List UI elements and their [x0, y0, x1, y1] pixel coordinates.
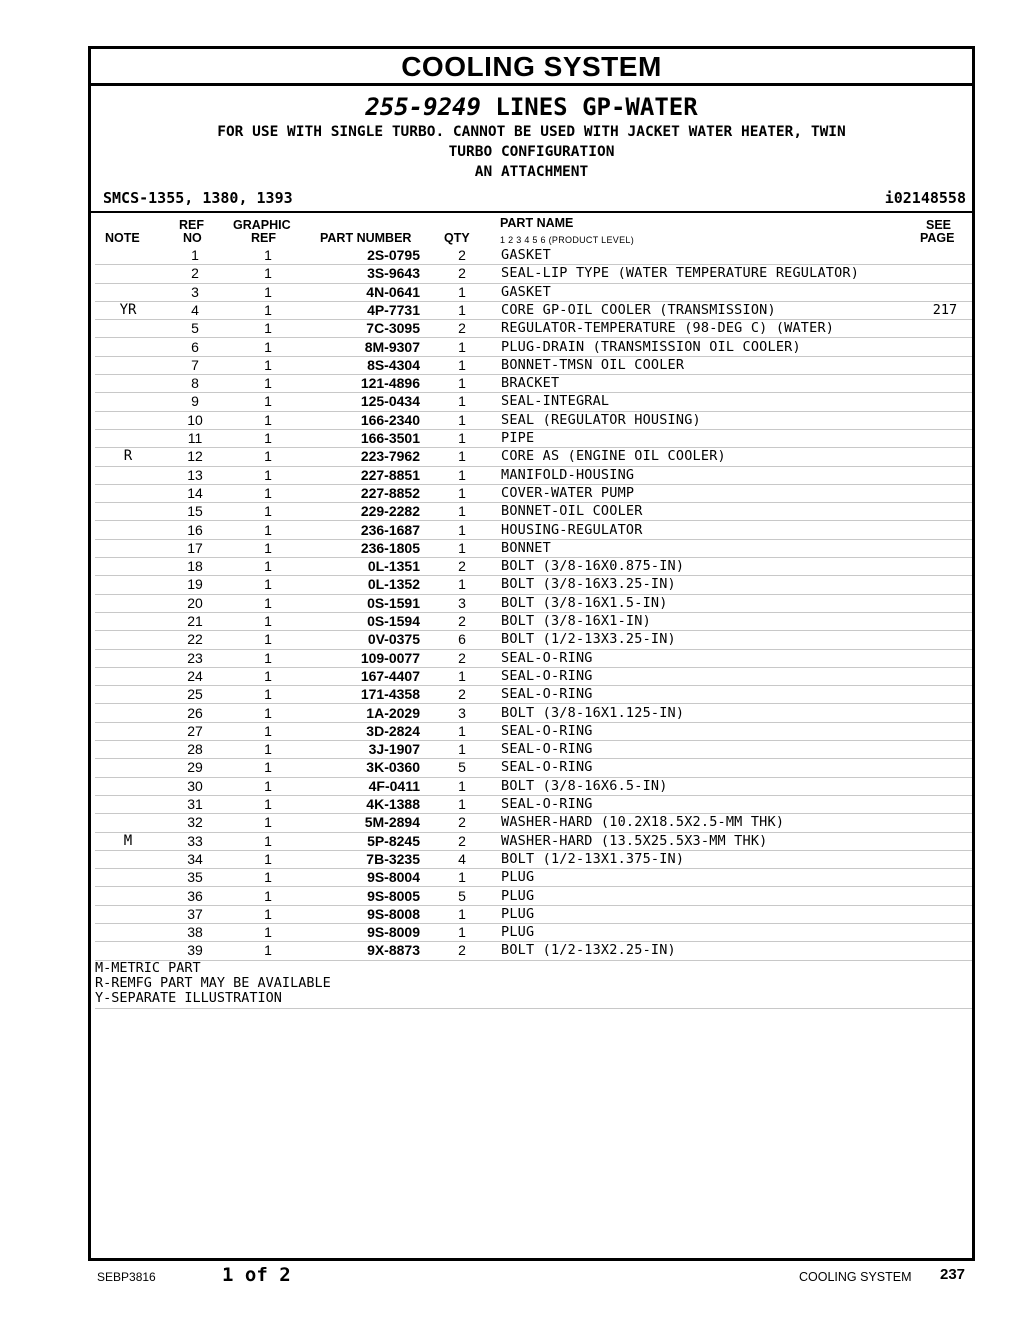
ref-no-cell: 38: [187, 924, 203, 941]
part-number-cell: 223-7962: [360, 448, 420, 465]
ref-no-cell: 20: [187, 594, 203, 611]
ref-no-cell: 17: [187, 539, 203, 556]
header-divider: [91, 211, 972, 213]
table-row: [95, 246, 972, 265]
graphic-ref-cell: 1: [264, 393, 272, 410]
part-name-cell: PLUG: [501, 869, 535, 886]
graphic-ref-cell: 1: [264, 375, 272, 392]
part-number-cell: 171-4358: [360, 686, 420, 703]
qty-cell: 2: [458, 558, 466, 575]
illustration-id: i02148558: [884, 189, 966, 207]
ref-no-cell: 18: [187, 558, 203, 575]
part-name-cell: REGULATOR-TEMPERATURE (98-DEG C) (WATER): [501, 320, 835, 337]
qty-cell: 1: [458, 393, 466, 410]
qty-cell: 2: [458, 613, 466, 629]
ref-no-cell: 12: [187, 448, 203, 465]
table-row: [95, 374, 972, 393]
qty-cell: 1: [458, 430, 466, 446]
qty-cell: 1: [458, 375, 466, 392]
notes-legend: [95, 961, 972, 1009]
note-cell: M: [123, 832, 133, 849]
ref-no-cell: 37: [187, 905, 203, 922]
part-number-cell: 8S-4304: [367, 356, 420, 373]
ref-no-cell: 8: [191, 375, 199, 392]
graphic-ref-cell: 1: [264, 411, 272, 428]
qty-cell: 5: [458, 759, 466, 776]
part-number-cell: 4N-0641: [366, 283, 420, 300]
qty-cell: 1: [458, 503, 466, 520]
qty-cell: 2: [458, 649, 466, 666]
table-row: [95, 466, 972, 485]
table-row: [95, 283, 972, 302]
table-row: [95, 338, 972, 357]
part-number-cell: 227-8852: [360, 484, 420, 501]
table-row: [95, 832, 972, 851]
qty-cell: 1: [458, 741, 466, 758]
graphic-ref-cell: 1: [264, 356, 272, 373]
qty-cell: 1: [458, 411, 466, 428]
ref-no-cell: 26: [187, 704, 203, 721]
part-number-cell: 2S-0795: [367, 247, 420, 263]
smcs-codes: SMCS-1355, 1380, 1393: [103, 189, 293, 207]
group-name: LINES GP-WATER: [495, 93, 698, 121]
ref-no-cell: 33: [187, 832, 203, 849]
part-name-cell: SEAL-O-RING: [501, 667, 593, 684]
ref-no-cell: 36: [187, 887, 203, 904]
footer-page-of: 1 of 2: [222, 1264, 291, 1286]
header-see-line2: PAGE: [920, 231, 955, 245]
table-row: [95, 777, 972, 796]
part-number-cell: 9X-8873: [367, 942, 420, 959]
part-name-cell: WASHER-HARD (13.5X25.5X3-MM THK): [501, 832, 768, 849]
graphic-ref-cell: 1: [264, 887, 272, 904]
part-number-cell: 236-1687: [360, 521, 420, 538]
part-name-cell: SEAL-O-RING: [501, 649, 593, 666]
part-name-cell: SEAL-INTEGRAL: [501, 393, 610, 410]
graphic-ref-cell: 1: [264, 942, 272, 959]
table-row: [95, 392, 972, 411]
part-number-cell: 4F-0411: [368, 777, 420, 794]
part-number-cell: 7B-3235: [366, 850, 420, 867]
qty-cell: 2: [458, 265, 466, 282]
graphic-ref-cell: 1: [264, 667, 272, 684]
graphic-ref-cell: 1: [264, 484, 272, 501]
part-name-cell: BONNET-TMSN OIL COOLER: [501, 356, 685, 373]
part-name-cell: COVER-WATER PUMP: [501, 484, 635, 501]
graphic-ref-cell: 1: [264, 466, 272, 483]
table-row: [95, 301, 972, 320]
graphic-ref-cell: 1: [264, 521, 272, 538]
qty-cell: 1: [458, 484, 466, 501]
ref-no-cell: 2: [191, 265, 199, 282]
graphic-ref-cell: 1: [264, 320, 272, 337]
part-number-cell: 166-2340: [360, 411, 420, 428]
graphic-ref-cell: 1: [264, 649, 272, 666]
part-number-cell: 0L-1351: [367, 558, 420, 575]
part-name-cell: PLUG-DRAIN (TRANSMISSION OIL COOLER): [501, 338, 801, 355]
qty-cell: 1: [458, 869, 466, 886]
ref-no-cell: 22: [187, 631, 203, 648]
graphic-ref-cell: 1: [264, 338, 272, 355]
part-name-cell: PLUG: [501, 887, 535, 904]
graphic-ref-cell: 1: [264, 759, 272, 776]
table-row: [95, 722, 972, 741]
qty-cell: 1: [458, 905, 466, 922]
part-number-cell: 167-4407: [360, 667, 420, 684]
qty-cell: 2: [458, 814, 466, 831]
graphic-ref-cell: 1: [264, 686, 272, 703]
table-row: [95, 850, 972, 869]
header-graphic-ref-line1: GRAPHIC: [233, 218, 291, 232]
part-number-cell: 125-0434: [360, 393, 420, 410]
qty-cell: 2: [458, 686, 466, 703]
part-number-cell: 5M-2894: [364, 814, 420, 831]
qty-cell: 1: [458, 448, 466, 465]
part-name-cell: BOLT (1/2-13X2.25-IN): [501, 942, 676, 959]
table-row: [95, 319, 972, 338]
graphic-ref-cell: 1: [264, 924, 272, 941]
part-number-cell: 3S-9643: [367, 265, 420, 282]
part-name-cell: BOLT (3/8-16X1-IN): [501, 613, 651, 629]
qty-cell: 1: [458, 667, 466, 684]
ref-no-cell: 3: [191, 283, 199, 300]
table-row: [95, 521, 972, 540]
ref-no-cell: 16: [187, 521, 203, 538]
group-title: [91, 93, 972, 121]
header-product-level: 1 2 3 4 5 6 (PRODUCT LEVEL): [500, 235, 634, 245]
graphic-ref-cell: 1: [264, 704, 272, 721]
table-row: [95, 941, 972, 960]
parts-page-frame: [88, 46, 975, 1261]
table-row: [95, 868, 972, 887]
part-name-cell: CORE GP-OIL COOLER (TRANSMISSION): [501, 301, 776, 318]
graphic-ref-cell: 1: [264, 722, 272, 739]
part-name-cell: BONNET: [501, 539, 551, 556]
ref-no-cell: 11: [187, 430, 203, 446]
qty-cell: 1: [458, 521, 466, 538]
table-row: [95, 649, 972, 668]
qty-cell: 1: [458, 301, 466, 318]
graphic-ref-cell: 1: [264, 301, 272, 318]
part-name-cell: BOLT (3/8-16X6.5-IN): [501, 777, 668, 794]
header-qty: QTY: [444, 231, 470, 245]
qty-cell: 1: [458, 338, 466, 355]
ref-no-cell: 34: [187, 850, 203, 867]
ref-no-cell: 10: [187, 411, 203, 428]
part-name-cell: BONNET-OIL COOLER: [501, 503, 643, 520]
header-part-name: PART NAME: [500, 216, 574, 230]
qty-cell: 1: [458, 576, 466, 593]
ref-no-cell: 28: [187, 741, 203, 758]
qty-cell: 2: [458, 247, 466, 263]
ref-no-cell: 24: [187, 667, 203, 684]
footer-section: COOLING SYSTEM: [799, 1270, 912, 1284]
part-number-cell: 0V-0375: [367, 631, 420, 648]
qty-cell: 2: [458, 320, 466, 337]
ref-no-cell: 27: [187, 722, 203, 739]
note-cell: R: [123, 448, 133, 465]
ref-no-cell: 5: [191, 320, 199, 337]
part-name-cell: BOLT (3/8-16X1.5-IN): [501, 594, 668, 611]
table-row: [95, 887, 972, 906]
part-name-cell: SEAL (REGULATOR HOUSING): [501, 411, 701, 428]
part-name-cell: BOLT (1/2-13X3.25-IN): [501, 631, 676, 648]
table-row: [95, 539, 972, 558]
qty-cell: 1: [458, 777, 466, 794]
part-number-cell: 9S-8004: [367, 869, 420, 886]
table-row: [95, 575, 972, 594]
table-row: [95, 795, 972, 814]
graphic-ref-cell: 1: [264, 247, 272, 263]
section-title: COOLING SYSTEM: [91, 49, 972, 86]
table-row: [95, 429, 972, 448]
part-name-cell: SEAL-O-RING: [501, 796, 593, 812]
ref-no-cell: 23: [187, 649, 203, 666]
part-number-cell: 4K-1388: [366, 796, 420, 812]
part-name-cell: SEAL-O-RING: [501, 686, 593, 703]
table-row: [95, 758, 972, 777]
ref-no-cell: 29: [187, 759, 203, 776]
part-name-cell: GASKET: [501, 283, 551, 300]
table-row: [95, 740, 972, 759]
footer-doc-id: SEBP3816: [97, 1270, 156, 1284]
note-cell: YR: [119, 301, 137, 318]
part-number-cell: 9S-8008: [367, 905, 420, 922]
table-row: [95, 612, 972, 631]
table-row: [95, 594, 972, 613]
part-number-cell: 121-4896: [360, 375, 420, 392]
ref-no-cell: 15: [187, 503, 203, 520]
graphic-ref-cell: 1: [264, 283, 272, 300]
note-remfg: R-REMFG PART MAY BE AVAILABLE: [95, 974, 331, 991]
table-row: [95, 923, 972, 942]
graphic-ref-cell: 1: [264, 905, 272, 922]
header-note: NOTE: [105, 231, 140, 245]
part-number-cell: 1A-2029: [366, 704, 420, 721]
part-number-cell: 9S-8005: [367, 887, 420, 904]
part-number-cell: 166-3501: [360, 430, 420, 446]
table-row: [95, 264, 972, 283]
part-number-cell: 3K-0360: [366, 759, 420, 776]
header-part-number: PART NUMBER: [320, 231, 412, 245]
part-name-cell: BOLT (3/8-16X1.125-IN): [501, 704, 685, 721]
graphic-ref-cell: 1: [264, 850, 272, 867]
table-row: [95, 813, 972, 832]
table-row: [95, 905, 972, 924]
header-graphic-ref-line2: REF: [251, 231, 276, 245]
graphic-ref-cell: 1: [264, 777, 272, 794]
graphic-ref-cell: 1: [264, 741, 272, 758]
ref-no-cell: 25: [187, 686, 203, 703]
table-row: [95, 411, 972, 430]
graphic-ref-cell: 1: [264, 558, 272, 575]
header-ref-no-line2: NO: [183, 231, 202, 245]
table-row: [95, 704, 972, 723]
graphic-ref-cell: 1: [264, 613, 272, 629]
part-number-cell: 236-1805: [360, 539, 420, 556]
qty-cell: 2: [458, 942, 466, 959]
qty-cell: 4: [458, 850, 466, 867]
table-row: [95, 557, 972, 576]
graphic-ref-cell: 1: [264, 503, 272, 520]
graphic-ref-cell: 1: [264, 832, 272, 849]
ref-no-cell: 7: [191, 356, 199, 373]
part-number-cell: 0S-1591: [367, 594, 420, 611]
ref-no-cell: 21: [187, 613, 203, 629]
ref-no-cell: 31: [187, 796, 203, 812]
qty-cell: 1: [458, 722, 466, 739]
qty-cell: 6: [458, 631, 466, 648]
note-separate-illustration: Y-SEPARATE ILLUSTRATION: [95, 989, 282, 1006]
part-number-cell: 229-2282: [360, 503, 420, 520]
ref-no-cell: 1: [191, 247, 199, 263]
part-number-cell: 109-0077: [360, 649, 420, 666]
part-number-cell: 9S-8009: [367, 924, 420, 941]
part-name-cell: PIPE: [501, 430, 535, 446]
ref-no-cell: 4: [191, 301, 199, 318]
table-row: [95, 502, 972, 521]
graphic-ref-cell: 1: [264, 869, 272, 886]
part-name-cell: MANIFOLD-HOUSING: [501, 466, 635, 483]
ref-no-cell: 13: [187, 466, 203, 483]
header-ref-no-line1: REF: [179, 218, 204, 232]
qty-cell: 1: [458, 796, 466, 812]
table-row: [95, 667, 972, 686]
table-row: [95, 484, 972, 503]
note-metric: M-METRIC PART: [95, 959, 201, 976]
see-page-cell: 217: [932, 301, 958, 318]
part-number-cell: 4P-7731: [367, 301, 420, 318]
graphic-ref-cell: 1: [264, 594, 272, 611]
part-name-cell: BRACKET: [501, 375, 560, 392]
part-name-cell: SEAL-O-RING: [501, 722, 593, 739]
part-name-cell: WASHER-HARD (10.2X18.5X2.5-MM THK): [501, 814, 785, 831]
table-row: [95, 447, 972, 466]
ref-no-cell: 30: [187, 777, 203, 794]
footer-page-number: 237: [940, 1266, 966, 1283]
part-number-cell: 8M-9307: [364, 338, 420, 355]
part-number-cell: 5P-8245: [367, 832, 420, 849]
qty-cell: 3: [458, 704, 466, 721]
table-row: [95, 356, 972, 375]
part-number-cell: 3D-2824: [366, 722, 420, 739]
part-name-cell: SEAL-O-RING: [501, 741, 593, 758]
part-name-cell: BOLT (3/8-16X3.25-IN): [501, 576, 676, 593]
part-name-cell: BOLT (1/2-13X1.375-IN): [501, 850, 685, 867]
ref-no-cell: 9: [191, 393, 199, 410]
ref-no-cell: 6: [191, 338, 199, 355]
part-name-cell: HOUSING-REGULATOR: [501, 521, 643, 538]
part-name-cell: GASKET: [501, 247, 551, 263]
description-line-3: AN ATTACHMENT: [474, 164, 589, 180]
ref-no-cell: 19: [187, 576, 203, 593]
qty-cell: 1: [458, 466, 466, 483]
table-row: [95, 630, 972, 649]
qty-cell: 5: [458, 887, 466, 904]
table-row: [95, 685, 972, 704]
ref-no-cell: 35: [187, 869, 203, 886]
header-see-line1: SEE: [926, 218, 952, 232]
qty-cell: 1: [458, 356, 466, 373]
part-name-cell: SEAL-O-RING: [501, 759, 593, 776]
part-number-cell: 7C-3095: [366, 320, 420, 337]
graphic-ref-cell: 1: [264, 448, 272, 465]
part-name-cell: CORE AS (ENGINE OIL COOLER): [501, 448, 726, 465]
graphic-ref-cell: 1: [264, 796, 272, 812]
qty-cell: 3: [458, 594, 466, 611]
qty-cell: 2: [458, 832, 466, 849]
qty-cell: 1: [458, 283, 466, 300]
graphic-ref-cell: 1: [264, 430, 272, 446]
description-line-2: TURBO CONFIGURATION: [448, 144, 615, 160]
group-number: 255-9249: [365, 93, 481, 121]
graphic-ref-cell: 1: [264, 576, 272, 593]
qty-cell: 1: [458, 539, 466, 556]
part-number-cell: 3J-1907: [368, 741, 420, 758]
ref-no-cell: 39: [187, 942, 203, 959]
graphic-ref-cell: 1: [264, 539, 272, 556]
ref-no-cell: 32: [187, 814, 203, 831]
description-line-1: FOR USE WITH SINGLE TURBO. CANNOT BE USED WITH JACKET WATER HEATER, TWIN: [217, 124, 846, 140]
part-name-cell: BOLT (3/8-16X0.875-IN): [501, 558, 685, 575]
part-name-cell: PLUG: [501, 924, 535, 941]
part-number-cell: 0L-1352: [367, 576, 420, 593]
qty-cell: 1: [458, 924, 466, 941]
part-name-cell: SEAL-LIP TYPE (WATER TEMPERATURE REGULATOR): [501, 265, 860, 282]
ref-no-cell: 14: [187, 484, 203, 501]
graphic-ref-cell: 1: [264, 814, 272, 831]
graphic-ref-cell: 1: [264, 265, 272, 282]
graphic-ref-cell: 1: [264, 631, 272, 648]
part-name-cell: PLUG: [501, 905, 535, 922]
part-number-cell: 227-8851: [360, 466, 420, 483]
part-number-cell: 0S-1594: [367, 613, 420, 629]
